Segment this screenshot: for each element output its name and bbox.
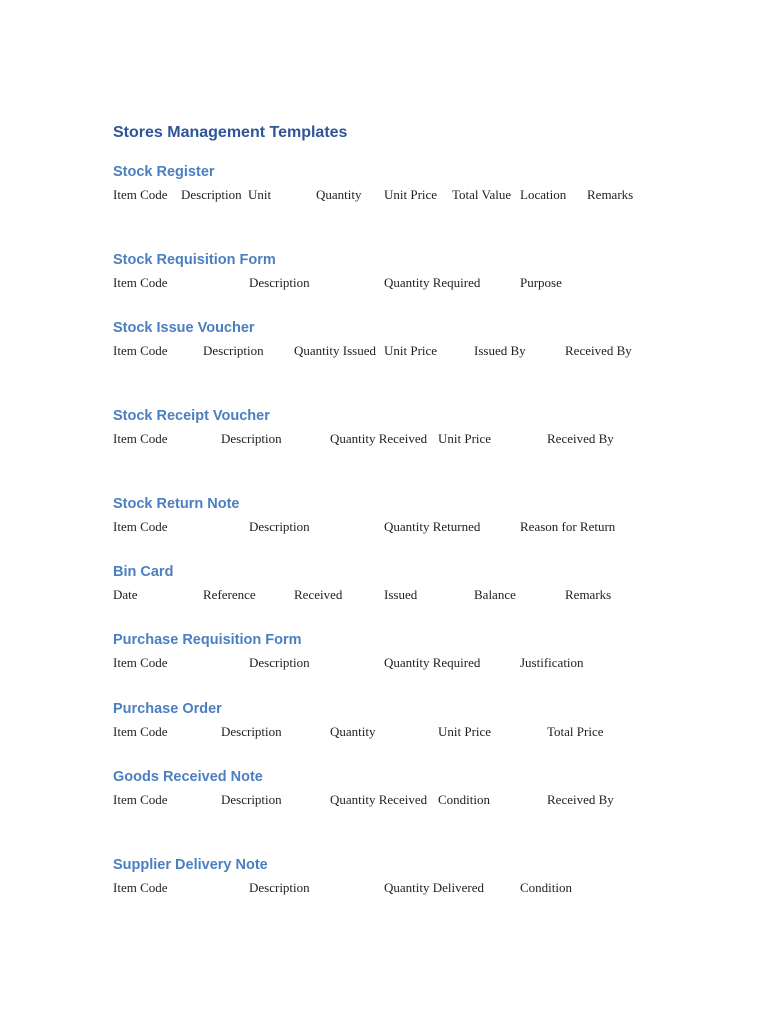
column-header: Date (113, 587, 138, 602)
document-title: Stores Management Templates (113, 124, 348, 141)
column-header: Description (203, 343, 264, 358)
template-section (113, 249, 653, 311)
column-header: Received By (547, 431, 614, 446)
column-header: Received (294, 587, 343, 602)
column-header: Condition (438, 792, 491, 807)
column-header: Issued (384, 587, 418, 602)
section-heading: Stock Receipt Voucher (113, 408, 270, 424)
column-header: Quantity Received (330, 431, 428, 446)
column-header: Item Code (113, 519, 168, 534)
section-heading: Bin Card (113, 564, 174, 580)
column-header: Description (249, 519, 310, 534)
column-header: Quantity Required (384, 275, 481, 290)
template-section (113, 405, 653, 467)
column-header: Item Code (113, 275, 168, 290)
template-section (113, 161, 653, 223)
column-header: Condition (520, 880, 573, 895)
column-header: Quantity Required (384, 655, 481, 670)
section-heading: Stock Requisition Form (113, 252, 276, 268)
column-header: Quantity Received (330, 792, 428, 807)
column-header-row (113, 271, 653, 311)
column-header: Description (181, 187, 242, 202)
column-header-row (113, 515, 653, 555)
column-header: Received By (547, 792, 614, 807)
section-heading: Supplier Delivery Note (113, 857, 268, 873)
template-section (113, 854, 653, 916)
column-header: Balance (474, 587, 516, 602)
column-header: Item Code (113, 343, 168, 358)
column-header: Location (520, 187, 567, 202)
column-header: Item Code (113, 187, 168, 202)
section-heading: Stock Register (113, 164, 215, 180)
column-header: Received By (565, 343, 632, 358)
column-header: Description (249, 880, 310, 895)
section-heading: Stock Issue Voucher (113, 320, 255, 336)
column-header: Item Code (113, 880, 168, 895)
template-section (113, 561, 653, 623)
column-header: Remarks (565, 587, 612, 602)
column-header: Remarks (587, 187, 634, 202)
column-header: Description (249, 275, 310, 290)
column-header: Item Code (113, 431, 168, 446)
column-header: Unit Price (438, 431, 492, 446)
column-header: Unit (248, 187, 272, 202)
template-section (113, 698, 653, 760)
column-header: Quantity (316, 187, 362, 202)
column-header: Unit Price (384, 187, 438, 202)
column-header: Description (221, 792, 282, 807)
column-header: Item Code (113, 655, 168, 670)
column-header: Item Code (113, 792, 168, 807)
template-section (113, 629, 653, 691)
column-header: Reference (203, 587, 256, 602)
section-heading: Purchase Order (113, 701, 222, 717)
column-header-row (113, 183, 653, 223)
column-header-row (113, 876, 653, 916)
column-header-row (113, 720, 653, 760)
column-header: Item Code (113, 724, 168, 739)
column-header: Unit Price (384, 343, 438, 358)
column-header: Quantity (330, 724, 376, 739)
column-header-row (113, 339, 653, 379)
column-header-row (113, 427, 653, 467)
column-header: Description (221, 431, 282, 446)
column-header: Quantity Delivered (384, 880, 484, 895)
column-header-row (113, 583, 653, 623)
column-header: Justification (520, 655, 584, 670)
template-section (113, 766, 653, 828)
column-header: Issued By (474, 343, 526, 358)
section-heading: Goods Received Note (113, 769, 263, 785)
template-section (113, 317, 653, 379)
section-heading: Stock Return Note (113, 496, 240, 512)
column-header: Quantity Returned (384, 519, 481, 534)
template-section (113, 493, 653, 555)
column-header: Description (221, 724, 282, 739)
section-heading: Purchase Requisition Form (113, 632, 302, 648)
column-header: Purpose (520, 275, 562, 290)
column-header: Unit Price (438, 724, 492, 739)
column-header: Total Price (547, 724, 604, 739)
column-header: Reason for Return (520, 519, 616, 534)
column-header-row (113, 788, 653, 828)
column-header-row (113, 651, 653, 691)
column-header: Description (249, 655, 310, 670)
column-header: Quantity Issued (294, 343, 376, 358)
column-header: Total Value (452, 187, 512, 202)
